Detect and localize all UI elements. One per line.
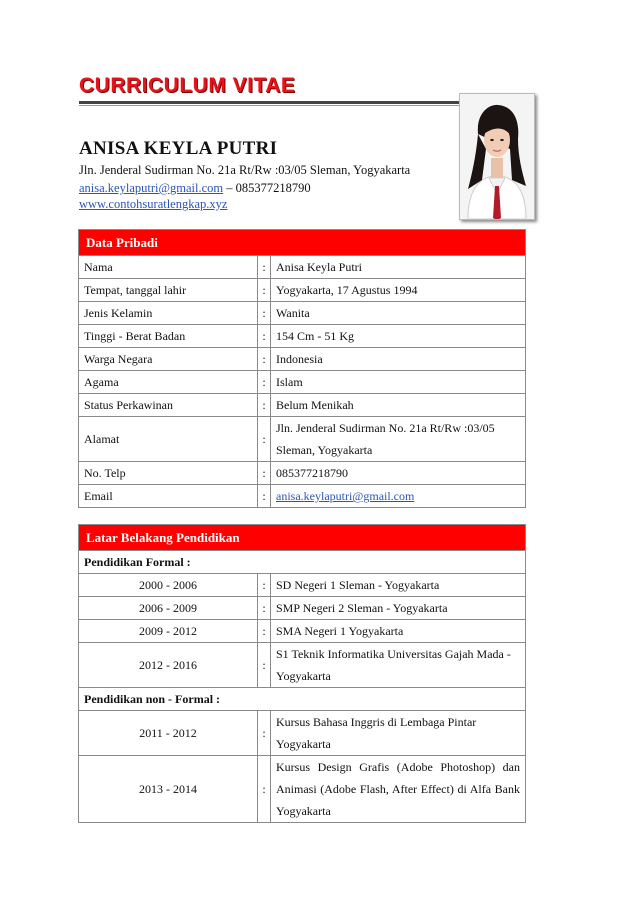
field-value: Islam xyxy=(271,371,526,394)
school-name: SMA Negeri 1 Yogyakarta xyxy=(271,620,526,643)
table-row xyxy=(79,394,526,417)
email-value-link[interactable] xyxy=(271,485,526,508)
field-label: Jenis Kelamin xyxy=(79,302,258,325)
field-label: Tempat, tanggal lahir xyxy=(79,279,258,302)
field-label: Warga Negara xyxy=(79,348,258,371)
colon: : xyxy=(258,574,271,597)
field-value: 085377218790 xyxy=(271,462,526,485)
title-divider xyxy=(79,101,461,104)
colon: : xyxy=(258,394,271,417)
colon: : xyxy=(258,620,271,643)
year-range: 2000 - 2006 xyxy=(79,574,258,597)
year-range: 2006 - 2009 xyxy=(79,597,258,620)
table-row xyxy=(79,485,526,508)
table-row xyxy=(79,597,526,620)
field-value: Indonesia xyxy=(271,348,526,371)
website-line xyxy=(79,197,227,212)
year-range: 2013 - 2014 xyxy=(79,756,258,823)
phone-text: – 085377218790 xyxy=(223,181,311,195)
personal-data-table xyxy=(78,229,526,508)
colon: : xyxy=(258,643,271,688)
table-row xyxy=(79,256,526,279)
field-value: Yogyakarta, 17 Agustus 1994 xyxy=(271,279,526,302)
website-link[interactable]: www.contohsuratlengkap.xyz xyxy=(79,197,228,211)
school-name: SMP Negeri 2 Sleman - Yogyakarta xyxy=(271,597,526,620)
field-label: No. Telp xyxy=(79,462,258,485)
full-name: ANISA KEYLA PUTRI xyxy=(79,138,278,159)
section-heading-personal: Data Pribadi xyxy=(79,230,526,256)
table-row xyxy=(79,279,526,302)
formal-education-label: Pendidikan Formal : xyxy=(79,551,526,574)
colon: : xyxy=(258,256,271,279)
section-heading-education: Latar Belakang Pendidikan xyxy=(79,525,526,551)
table-row xyxy=(79,417,526,462)
school-name: SD Negeri 1 Sleman - Yogyakarta xyxy=(271,574,526,597)
field-value: Wanita xyxy=(271,302,526,325)
year-range: 2011 - 2012 xyxy=(79,711,258,756)
course-name: Kursus Bahasa Inggris di Lembaga Pintar Yogyakarta xyxy=(271,711,526,756)
table-row xyxy=(79,302,526,325)
table-row xyxy=(79,643,526,688)
colon: : xyxy=(258,711,271,756)
school-name: S1 Teknik Informatika Universitas Gajah Mada - Yogyakarta xyxy=(271,643,526,688)
year-range: 2009 - 2012 xyxy=(79,620,258,643)
course-name: Kursus Design Grafis (Adobe Photoshop) dan Animasi (Adobe Flash, After Effect) di Alfa Bank Yogyakarta xyxy=(271,756,526,823)
field-label: Email xyxy=(79,485,258,508)
colon: : xyxy=(258,371,271,394)
field-label: Tinggi - Berat Badan xyxy=(79,325,258,348)
field-label: Agama xyxy=(79,371,258,394)
colon: : xyxy=(258,302,271,325)
table-row xyxy=(79,711,526,756)
field-value: 154 Cm - 51 Kg xyxy=(271,325,526,348)
email-link[interactable]: anisa.keylaputri@gmail.com xyxy=(79,181,224,195)
year-range: 2012 - 2016 xyxy=(79,643,258,688)
field-label: Status Perkawinan xyxy=(79,394,258,417)
page-title: CURRICULUM VITAE xyxy=(79,74,296,97)
table-row xyxy=(79,325,526,348)
field-value: Jln. Jenderal Sudirman No. 21a Rt/Rw :03/05 Sleman, Yogyakarta xyxy=(271,417,526,462)
field-label: Alamat xyxy=(79,417,258,462)
table-row xyxy=(79,462,526,485)
table-row xyxy=(79,371,526,394)
colon: : xyxy=(258,348,271,371)
table-row xyxy=(79,756,526,823)
colon: : xyxy=(258,325,271,348)
colon: : xyxy=(258,756,271,823)
colon: : xyxy=(258,279,271,302)
field-value: Anisa Keyla Putri xyxy=(271,256,526,279)
colon: : xyxy=(258,597,271,620)
table-row xyxy=(79,348,526,371)
colon: : xyxy=(258,485,271,508)
colon: : xyxy=(258,462,271,485)
table-row xyxy=(79,574,526,597)
colon: : xyxy=(258,417,271,462)
nonformal-education-label: Pendidikan non - Formal : xyxy=(79,688,526,711)
field-label: Nama xyxy=(79,256,258,279)
education-table xyxy=(78,524,526,823)
table-row xyxy=(79,620,526,643)
title-divider-thin xyxy=(79,105,461,106)
portrait-image xyxy=(460,94,534,219)
contact-line xyxy=(79,181,311,196)
address-line: Jln. Jenderal Sudirman No. 21a Rt/Rw :03/05 Sleman, Yogyakarta xyxy=(79,163,411,177)
profile-photo xyxy=(459,93,535,220)
field-value: Belum Menikah xyxy=(271,394,526,417)
email-link[interactable]: anisa.keylaputri@gmail.com xyxy=(276,489,415,503)
